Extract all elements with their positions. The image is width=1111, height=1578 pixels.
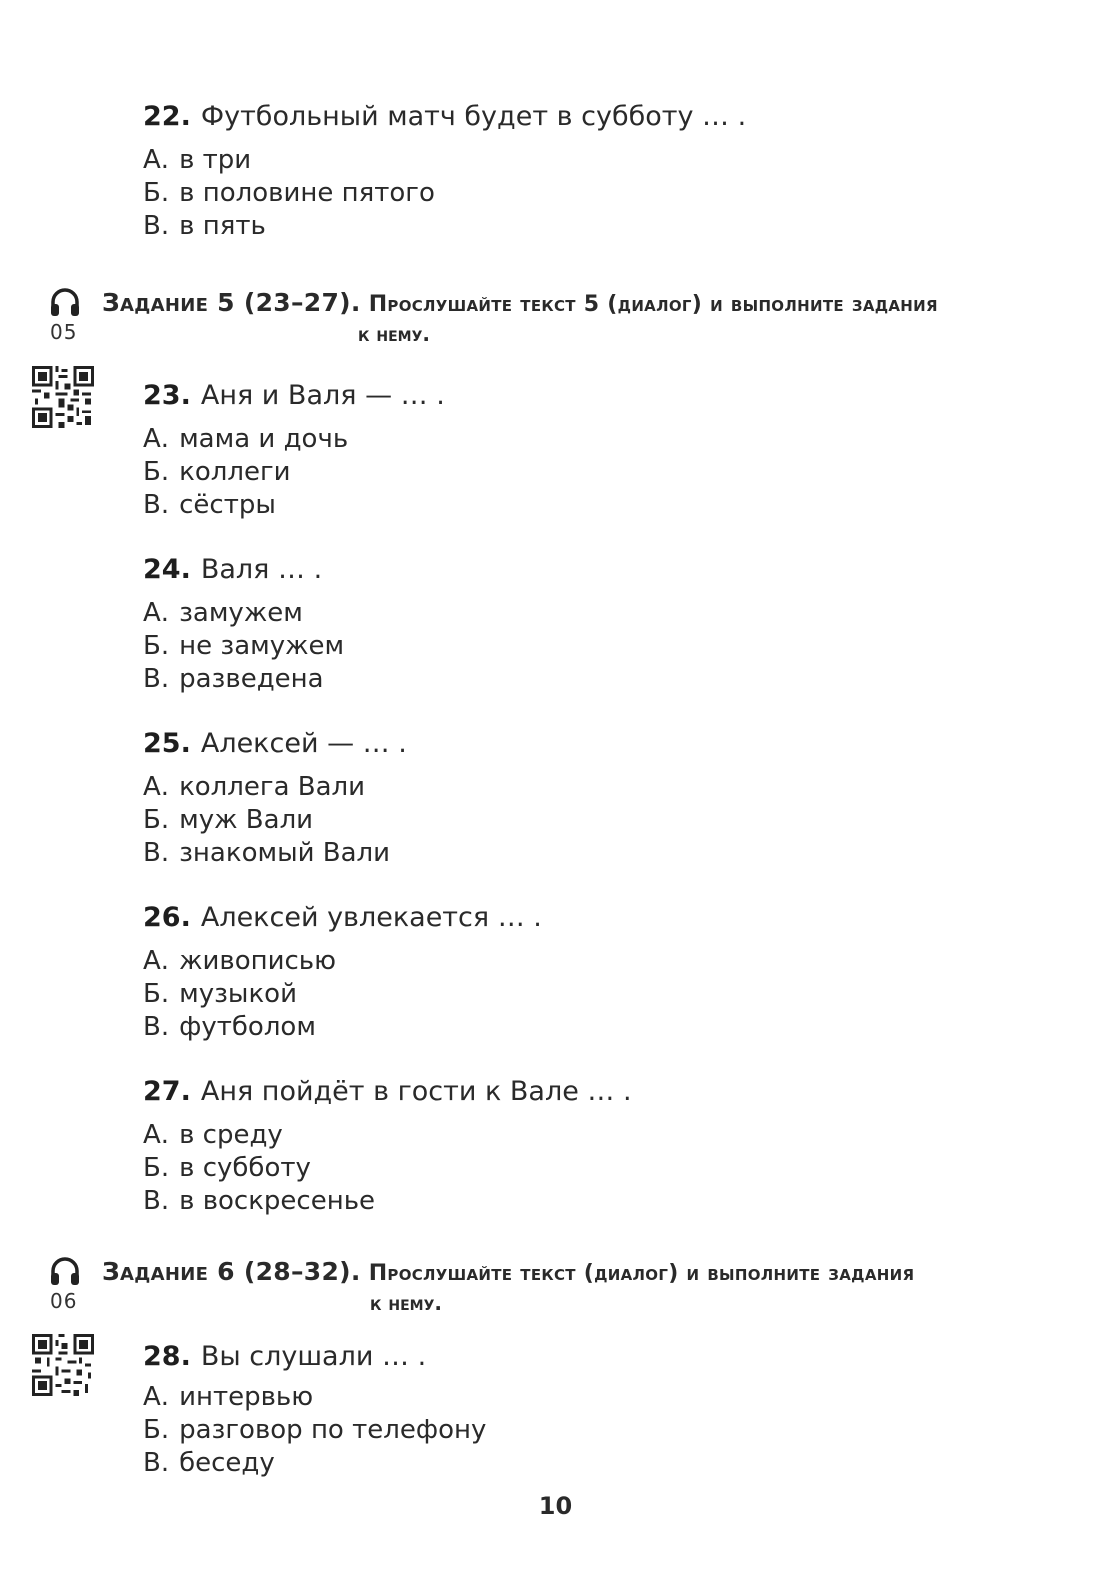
qr-code-icon[interactable] bbox=[32, 366, 94, 428]
qr-code-icon[interactable] bbox=[32, 1334, 94, 1396]
task-title-continuation: к нему. bbox=[358, 322, 431, 346]
question-number: 28. bbox=[143, 1341, 191, 1372]
question-number: 22. bbox=[143, 101, 191, 132]
headphones-icon[interactable] bbox=[48, 286, 82, 320]
option-a: А. в три bbox=[143, 145, 252, 175]
option-v: В. в пять bbox=[143, 211, 266, 241]
question-number: 24. bbox=[143, 554, 191, 585]
question-text: Валя … . bbox=[200, 554, 323, 585]
page-number: 10 bbox=[538, 1492, 573, 1520]
option-v: В. в воскресенье bbox=[143, 1186, 376, 1216]
question-text: Аня пойдёт в гости к Вале … . bbox=[200, 1076, 632, 1107]
question-number: 23. bbox=[143, 380, 191, 411]
question-text: Аня и Валя — … . bbox=[200, 380, 445, 411]
option-b: Б. в субботу bbox=[143, 1153, 311, 1183]
option-a: А. коллега Вали bbox=[143, 772, 366, 802]
option-b: Б. муж Вали bbox=[143, 805, 314, 835]
option-b: Б. в половине пятого bbox=[143, 178, 435, 208]
question-text: Вы слушали … . bbox=[200, 1341, 427, 1372]
track-number: 06 bbox=[50, 1289, 78, 1313]
question-text: Футбольный матч будет в субботу … . bbox=[200, 101, 747, 132]
option-v: В. разведена bbox=[143, 664, 324, 694]
question-text: Алексей увлекается … . bbox=[200, 902, 542, 933]
option-b: Б. коллеги bbox=[143, 457, 291, 487]
option-b: Б. не замужем bbox=[143, 631, 345, 661]
task-5-header bbox=[40, 286, 1040, 356]
option-b: Б. разговор по телефону bbox=[143, 1415, 487, 1445]
task-6-header bbox=[40, 1255, 1040, 1325]
task-title: Задание 6 (28–32). Прослушайте текст (диалог) и выполните задания bbox=[102, 1257, 915, 1286]
task-title-continuation: к нему. bbox=[370, 1291, 443, 1315]
question-number: 25. bbox=[143, 728, 191, 759]
question-text: Алексей — … . bbox=[200, 728, 407, 759]
question-number: 27. bbox=[143, 1076, 191, 1107]
task-title: Задание 5 (23–27). Прослушайте текст 5 (диалог) и выполните задания bbox=[102, 288, 938, 317]
option-a: А. замужем bbox=[143, 598, 303, 628]
option-a: А. мама и дочь bbox=[143, 424, 349, 454]
headphones-icon[interactable] bbox=[48, 1255, 82, 1289]
option-a: А. интервью bbox=[143, 1382, 314, 1412]
option-v: В. беседу bbox=[143, 1448, 275, 1478]
option-v: В. сёстры bbox=[143, 490, 276, 520]
question-number: 26. bbox=[143, 902, 191, 933]
option-v: В. знакомый Вали bbox=[143, 838, 391, 868]
option-b: Б. музыкой bbox=[143, 979, 297, 1009]
option-a: А. живописью bbox=[143, 946, 337, 976]
option-v: В. футболом bbox=[143, 1012, 316, 1042]
track-number: 05 bbox=[50, 320, 78, 344]
option-a: А. в среду bbox=[143, 1120, 283, 1150]
